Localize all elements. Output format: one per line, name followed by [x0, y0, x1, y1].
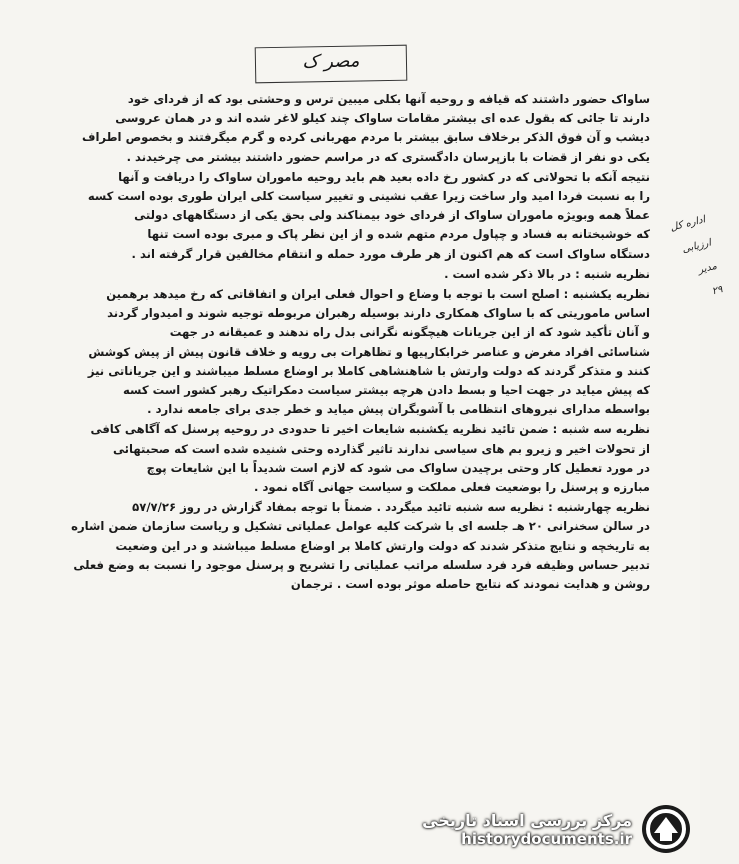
paragraph [40, 420, 650, 497]
margin-handwritten-notes [648, 208, 739, 367]
text-line: در مورد تعطیل کار وحتی برچیدن ساواک می شود که لازم است شدیداً با این شایعات پوچ [146, 460, 650, 475]
margin-note: ۲۹ [710, 284, 724, 298]
header-handwritten-mark: مصر ک [302, 50, 360, 73]
text-line: که خوشبختانه به فساد و چپاول مردم متهم شده و از این نظر پاک و مبری بوده است تنها [147, 227, 650, 242]
text-line: نظریه سه شنبه : ضمن تائید نظریه یکشنبه شایعات اخیر تا حدودی در روحیه پرسنل که آگاهی کافی [90, 422, 650, 437]
text-line: شناسائی افراد مغرض و عناصر خرابکارپیها و تظاهرات بی رویه و خلاف قانون پیش از پیش کوشش [88, 344, 650, 359]
text-line: که پیش میاید در جهت احیا و بسط دادن هرچه بیشتر سیاست دمکراتیک رهبر کشور است کسه [122, 383, 650, 398]
watermark-title: مرکز بررسی اسناد تاریخی [422, 810, 632, 830]
margin-note: اداره کل [669, 214, 707, 234]
text-line: و آنان تأکید شود که از این جریانات هیچگونه نگرانی بدل راه ندهند و عمیقانه در جهت [169, 325, 650, 340]
text-line: روشن و هدایت نمودند که نتایج حاصله موثر بوده است . ترجمان [290, 577, 650, 592]
document-body [40, 90, 650, 595]
paragraph [40, 498, 650, 594]
header-stamp-box [255, 45, 408, 84]
text-line: دیشب و آن فوق الذکر برخلاف سابق بیشتر با مردم مهربانی کرده و گرم میگرفتند و بخصوص اطراف [81, 130, 650, 145]
text-line: دارند تا جائی که بقول عده ای بیشتر مقامات ساواک چند کیلو لاغر شده اند و در همان عروسی [115, 111, 650, 126]
paragraph [40, 265, 650, 284]
paragraph [40, 168, 650, 264]
text-line: بواسطه مدارای نیروهای انتظامی با آشوبگران پیش میاید و خطر جدی برای جامعه ندارد . [147, 402, 650, 417]
text-line: یکی دو نفر از قضات با بازپرسان دادگستری که در مراسم حضور داشتند بیشتر می چرخیدند . [126, 149, 650, 164]
paragraph [40, 285, 650, 419]
text-line: نتیجه آنکه با تحولاتی که در کشور رخ داده بعید هم باید روحیه ماموران ساواک را دریافت و آنها [118, 169, 650, 184]
text-line: کنند و متذکر گردند که دولت وارتش با شاهنشاهی کاملا بر اوضاع مسلط میباشند و این جریاناتی نیز [87, 363, 650, 378]
margin-note: مدیر [697, 260, 719, 277]
text-line: در سالن سخنرانی ۲۰ هـ جلسه ای با شرکت کلیه عوامل عملیاتی تشکیل و ریاست سازمان ضمن اشاره [71, 519, 650, 534]
text-line: نظریه شنبه : در بالا ذکر شده است . [444, 266, 650, 281]
watermark [392, 800, 692, 858]
text-line: نظریه چهارشنبه : نظریه سه شنبه تائید میگردد . ضمناً با توجه بمفاد گزارش در روز ۵۷/۷/۲۶ [132, 500, 650, 515]
text-line: مبارزه و پرسنل را بوضعیت فعلی مملکت و سیاست جهانی آگاه نمود . [254, 480, 650, 495]
text-line: تدبیر حساس وظیفه فرد فرد سلسله مراتب عملیاتی را تشریح و پرسنل موجود را نسبت به وضع فعلی [73, 557, 650, 572]
text-line: اساس ماموریتی که با ساواک همکاری دارند بوسیله رهبران مربوطه توجیه شوند و امیدوار گردند [107, 306, 650, 321]
text-line: از تحولات اخیر و زیرو بم های سیاسی ندارند تاثیر گذارده وحتی شنیده شده است که صحبتهائی [112, 441, 650, 456]
text-line: نظریه یکشنبه : اصلح است با توجه با وضاع و احوال فعلی ایران و اتفاقاتی که رخ میدهد برهمین [106, 287, 650, 302]
text-line: به تاریخچه و نتایج متذکر شدند که دولت وارتش کاملا بر اوضاع مسلط میباشند و در این وضعیت [115, 538, 650, 553]
text-line: ساواک حضور داشتند که قیافه و روحیه آنها بکلی میبین ترس و وحشتی بود که از فردای خود [127, 92, 650, 106]
margin-note: ارزیابی [681, 237, 713, 256]
archive-logo-icon [640, 803, 692, 855]
text-line: دستگاه ساواک است که هم اکنون از هر طرف مورد حمله و انتقام مخالفین قرار گرفته اند . [131, 246, 650, 261]
watermark-url: historydocuments.ir [461, 829, 632, 848]
text-line: عملاً همه وبویژه ماموران ساواک از فردای خود بیمناکند ولی بحق یکی از دستگاههای دولتی [134, 208, 650, 223]
watermark-text [422, 811, 632, 848]
text-line: را به نسبت فردا امید وار ساخت زیرا عقب نشینی و تغییر سیاست کلی ایران طوری بوده است کسه [87, 189, 650, 204]
paragraph [40, 90, 650, 167]
